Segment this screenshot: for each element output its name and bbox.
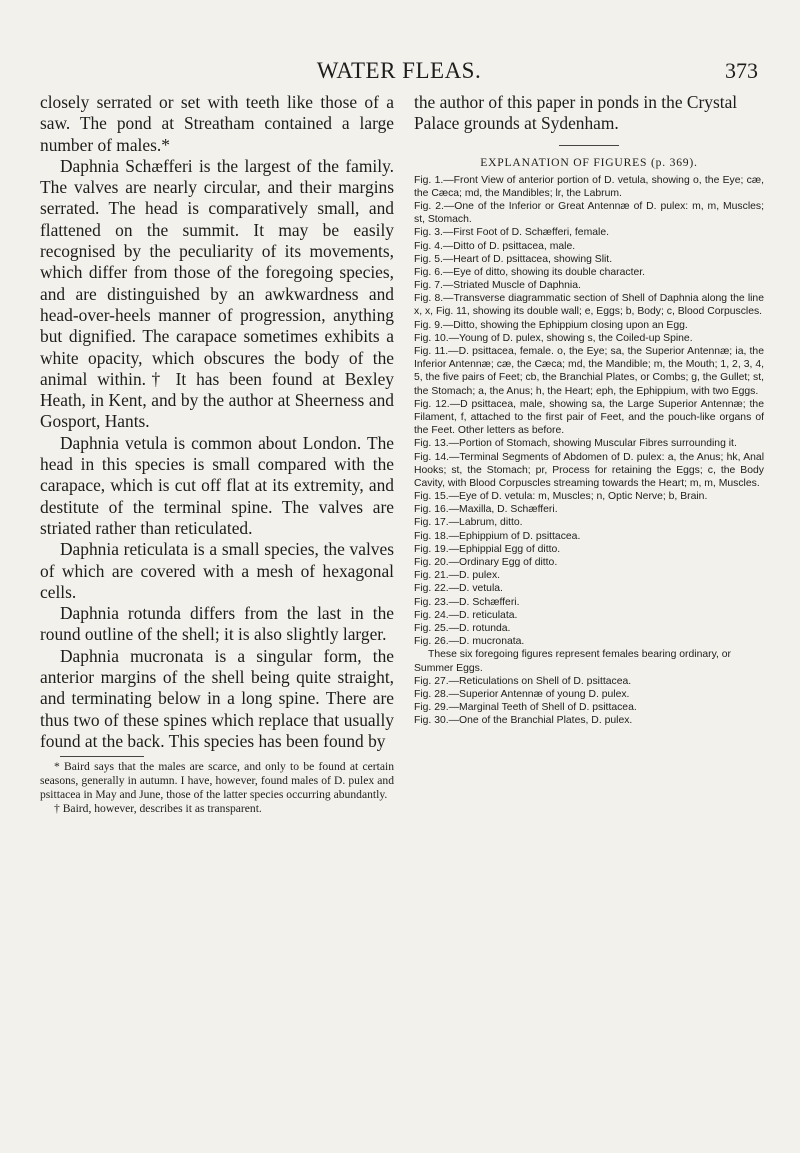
figure-entry: Fig. 8.—Transverse diagrammatic section of Shell of Daphnia along the line x, x, Fig. 11, showing its double wall; e, Eggs; b, Body; c, Blood Corpuscles. [414,293,764,318]
figure-entry: Fig. 16.—Maxilla, D. Schæfferi. [414,504,558,516]
footnote: † Baird, however, describes it as transparent. [54,802,262,816]
section-rule [559,145,619,146]
running-title: WATER FLEAS. [316,58,482,83]
figure-entry: Fig. 2.—One of the Inferior or Great Antennæ of D. pulex: m, m, Muscles; st, Stomach. [414,200,764,226]
figure-entry: Fig. 30.—One of the Branchial Plates, D. pulex. [414,715,633,727]
page-number: 373 [725,58,758,83]
figure-entry: Fig. 26.—D. mucronata. [414,636,525,648]
figure-entry: Fig. 1.—Front View of anterior portion of D. vetula, showing o, the Eye; cæ, the Cæca; md, the Mandibles; lr, the Labrum. [414,174,764,199]
figure-entry: Fig. 5.—Heart of D. psittacea, showing Slit. [414,253,613,265]
figure-entry: Fig. 28.—Superior Antennæ of young D. pulex. [414,688,630,700]
paragraph: Daphnia rotunda differs from the last in the round outline of the shell; it is also slightly larger. [40,603,394,645]
figure-entry: Fig. 20.—Ordinary Egg of ditto. [414,557,558,569]
figure-entry: Fig. 9.—Ditto, showing the Ephippium closing upon an Egg. [414,319,688,331]
footnote: * Baird says that the males are scarce, and only to be found at certain seasons, generally in autumn. I have, however, found males of D. pulex and psittacea in May and June, those of the latter species occurring abundantly. [40,760,394,802]
figure-entry: Fig. 15.—Eye of D. vetula: m, Muscles; n, Optic Nerve; b, Brain. [414,491,708,503]
paragraph: Daphnia mucronata is a singular form, the anterior margins of the shell being quite straight, and terminating below in a long spine. There are thus two of these spines which replace that usually found at the back. This species has been found by [40,645,394,751]
figure-entry: Fig. 29.—Marginal Teeth of Shell of D. psittacea. [414,702,637,714]
figure-entry: Fig. 27.—Reticulations on Shell of D. psittacea. [414,675,632,687]
figure-entry: Fig. 19.—Ephippial Egg of ditto. [414,543,561,555]
figure-entry: Fig. 13.—Portion of Stomach, showing Muscular Fibres surrounding it. [414,438,737,450]
paragraph: Daphnia vetula is common about London. The head in this species is small compared with the carapace, which is cut off flat at its extremity, and destitute of the terminal spine. The valves are striated rather than reticulated. [40,432,394,538]
figure-entry: Fig. 23.—D. Schæfferi. [414,596,520,608]
figure-entry: Fig. 14.—Terminal Segments of Abdomen of D. pulex: a, the Anus; hk, Anal Hooks; st, the Stomach; pr, Process for retaining the Eggs; c, the Body Cavity, with Blood Corpuscles streaming towards the Heart; m, m, Muscles. [414,451,764,489]
figure-entry: Fig. 10.—Young of D. pulex, showing s, the Coiled-up Spine. [414,332,693,344]
paragraph: closely serrated or set with teeth like those of a saw. The pond at Streatham contained a large number of males.* [40,92,394,155]
figure-entry: Fig. 25.—D. rotunda. [414,622,511,634]
figures-heading: EXPLANATION OF FIGURES (p. 369). [480,155,698,169]
figure-entry: Fig. 21.—D. pulex. [414,570,501,582]
paragraph: the author of this paper in ponds in the Crystal Palace grounds at Sydenham. [414,92,738,134]
paragraph: Daphnia reticulata is a small species, the valves of which are covered with a mesh of hexagonal cells. [40,539,394,602]
left-column [40,92,394,816]
figure-entry: Fig. 4.—Ditto of D. psittacea, male. [414,240,576,252]
footnote-rule [60,756,144,757]
running-head [40,58,758,88]
paragraph: Daphnia Schæfferi is the largest of the family. The valves are nearly circular, and their margins serrated. The head is comparatively small, and flattened on the summit. It may be easily recognised by the peculiarity of its movements, which differ from those of the foregoing species, and are distinguished by an awkwardness and head-over-heels manner of progression, anything but dignified. The carapace sometimes exhibits a white opacity, which obscures the body of the animal within.† It has been found at Bexley Heath, in Kent, and by the author at Sheerness and Gosport, Hants. [40,155,394,432]
figure-explanations [414,174,764,728]
figure-entry: Fig. 24.—D. reticulata. [414,609,518,621]
figure-entry: Fig. 18.—Ephippium of D. psittacea. [414,530,581,542]
figure-entry: Fig. 11.—D. psittacea, female. o, the Eye; sa, the Superior Antennæ; ia, the Inferior Antennæ; cæ, the Cæca; md, the Mandible; m, the Mouth; 1, 2, 3, 4, 5, the five pairs of Feet; cb, the Branchial Plates, or Combs; g, the Gullet; st, the Stomach; a, the Anus; h, the Heart; eph, the Ephippium, with two Eggs. [414,346,764,397]
figure-entry: Fig. 12.—D psittacea, male, showing sa, the Large Superior Antennæ; the Filament, f, attached to the first pair of Feet, and the pouch-like organs of the Feet. Other letters as before. [414,398,764,437]
figure-entry: Fig. 6.—Eye of ditto, showing its double character. [414,266,646,278]
right-column [414,92,764,727]
figure-entry: Fig. 17.—Labrum, ditto. [414,517,523,529]
figure-entry: Fig. 3.—First Foot of D. Schæfferi, female. [414,227,609,239]
figures-note: These six foregoing figures represent females bearing ordinary, or Summer Eggs. [414,649,732,674]
figure-entry: Fig. 22.—D. vetula. [414,583,503,595]
figure-entry: Fig. 7.—Striated Muscle of Daphnia. [414,280,581,292]
